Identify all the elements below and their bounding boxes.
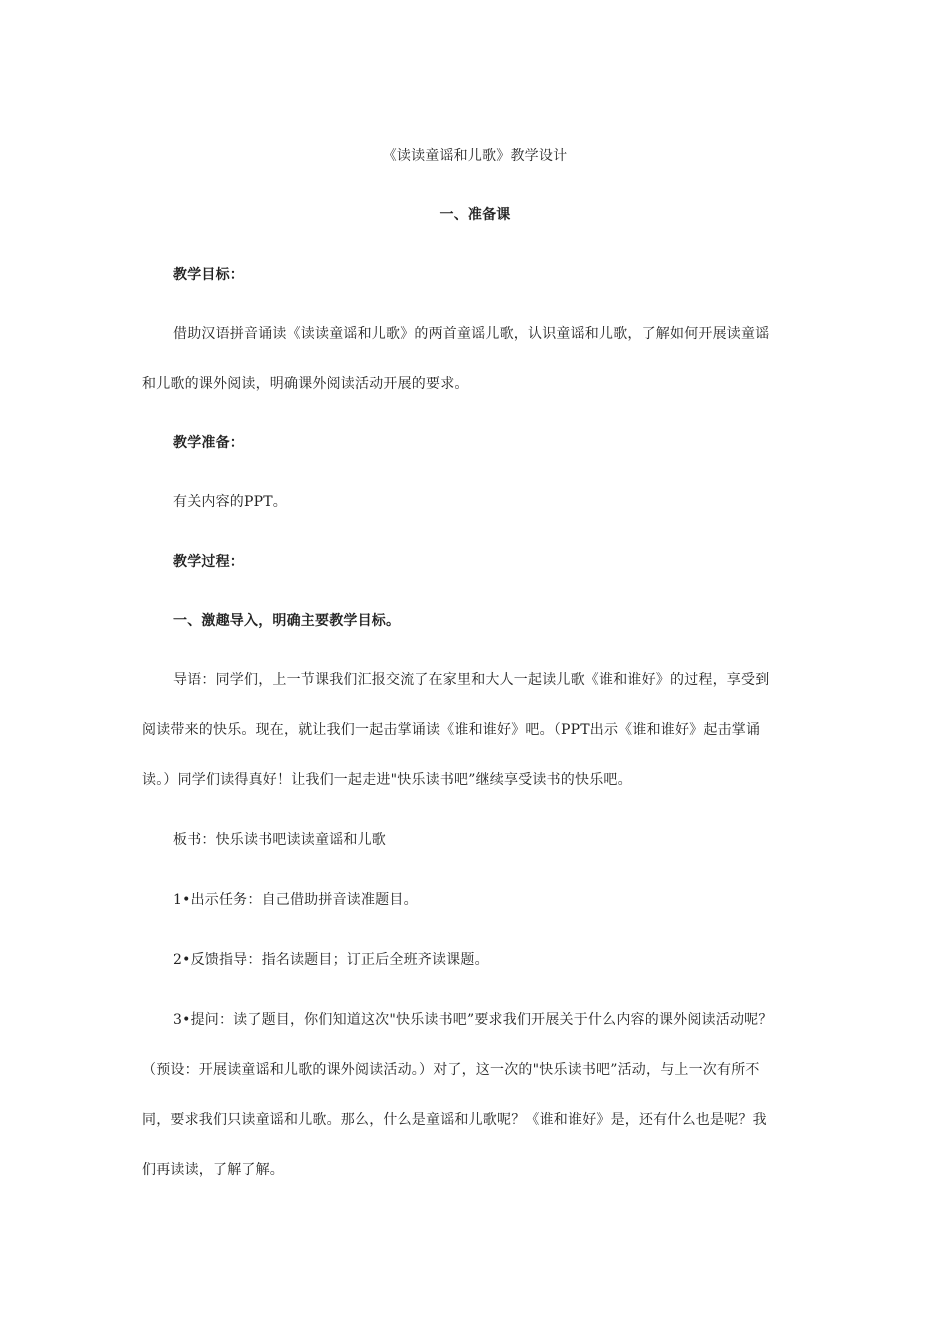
intro-line-2: 阅读带来的快乐。现在，就让我们一起击掌诵读《谁和谁好》吧。（PPT出示《谁和谁好》起击掌诵 bbox=[142, 722, 761, 738]
objective-line-1: 借助汉语拼音诵读《读读童谣和儿歌》的两首童谣儿歌，认识童谣和儿歌，了解如何开展读童谣 bbox=[173, 326, 770, 342]
step-one-heading: 一、激趣导入，明确主要教学目标。 bbox=[173, 613, 401, 629]
board-text: 板书：快乐读书吧读读童谣和儿歌 bbox=[173, 832, 386, 848]
list-item-3-line-2: （预设：开展读童谣和儿歌的课外阅读活动。）对了，这一次的"快乐读书吧”活动，与上一次有所不 bbox=[142, 1062, 760, 1078]
list-item-3-line-4: 们再读读，了解了解。 bbox=[142, 1162, 284, 1178]
objective-label: 教学目标： bbox=[173, 267, 244, 283]
list-item-3-line-3: 同，要求我们只读童谣和儿歌。那么，什么是童谣和儿歌呢？《谁和谁好》是，还有什么也是呢？我 bbox=[142, 1112, 767, 1128]
preparation-text: 有关内容的PPT。 bbox=[173, 494, 287, 510]
objective-line-2: 和儿歌的课外阅读，明确课外阅读活动开展的要求。 bbox=[142, 376, 469, 392]
section-heading: 一、准备课 bbox=[439, 207, 511, 223]
list-item-1: 1•出示任务：自己借助拼音读准题目。 bbox=[173, 892, 418, 908]
preparation-label: 教学准备： bbox=[173, 435, 244, 451]
intro-line-1: 导语：同学们，上一节课我们汇报交流了在家里和大人一起读儿歌《谁和谁好》的过程，享受到 bbox=[173, 672, 770, 688]
document-title: 《读读童谣和儿歌》教学设计 bbox=[382, 148, 568, 164]
list-item-2: 2•反馈指导：指名读题目；订正后全班齐读课题。 bbox=[173, 952, 489, 968]
intro-line-3: 读。）同学们读得真好！让我们一起走进"快乐读书吧”继续享受读书的快乐吧。 bbox=[142, 772, 632, 788]
list-item-3-line-1: 3•提问：读了题目，你们知道这次"快乐读书吧”要求我们开展关于什么内容的课外阅读活动呢？ bbox=[173, 1012, 773, 1028]
process-label: 教学过程： bbox=[173, 554, 244, 570]
